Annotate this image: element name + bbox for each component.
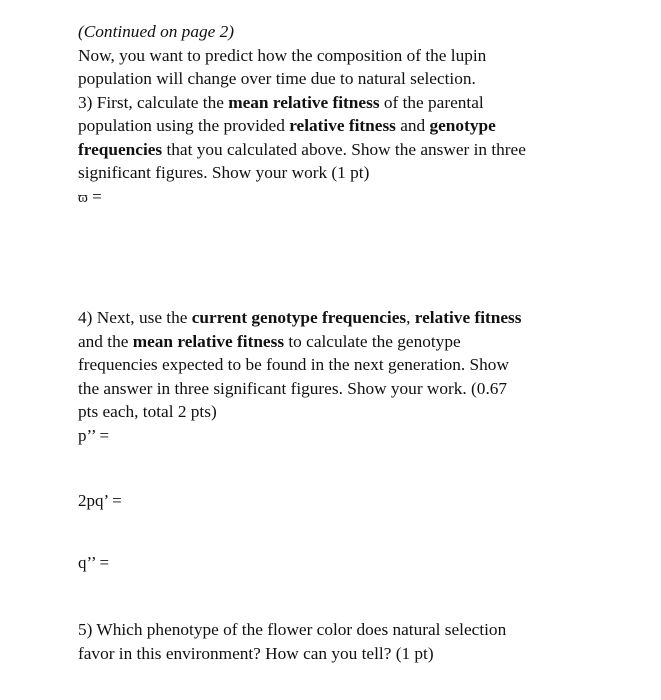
intro-line-2: population will change over time due to natural selection. [78,69,476,88]
intro-line-1: Now, you want to predict how the composition of the lupin [78,45,487,65]
q3-line-3: frequencies that you calculated above. Show the answer in three [78,139,526,159]
q5-line-1: 5) Which phenotype of the flower color does natural selection [78,620,507,639]
q3-line-2: population using the provided relative fitness and genotype [78,116,496,135]
omega-symbol: ϖ [78,189,88,206]
question-4 [78,306,608,574]
q5-line-2: favor in this environment? How can you tell? (1 pt) [78,643,434,663]
q4-line-1: 4) Next, use the current genotype frequencies, relative fitness [78,308,522,327]
continued-note: (Continued on page 2) [78,22,234,41]
q3-line-1: 3) First, calculate the mean relative fitness of the parental [78,92,484,112]
q4-line-2: and the mean relative fitness to calculate the genotype [78,331,461,351]
question-3 [78,91,608,211]
two-pq-answer[interactable]: 2pq’ = [78,491,122,510]
p-squared-answer[interactable]: p’’ = [78,425,110,445]
worksheet-page [78,20,608,665]
question-5 [78,618,608,665]
q4-line-3: frequencies expected to be found in the next generation. Show [78,355,509,374]
q-squared-answer[interactable]: q’’ = [78,552,110,572]
q3-line-4: significant figures. Show your work (1 pt) [78,163,370,182]
mean-fitness-answer[interactable]: ϖ = [78,186,102,206]
q4-line-5: pts each, total 2 pts) [78,402,217,421]
q4-line-4: the answer in three significant figures. Show your work. (0.67 [78,378,508,398]
